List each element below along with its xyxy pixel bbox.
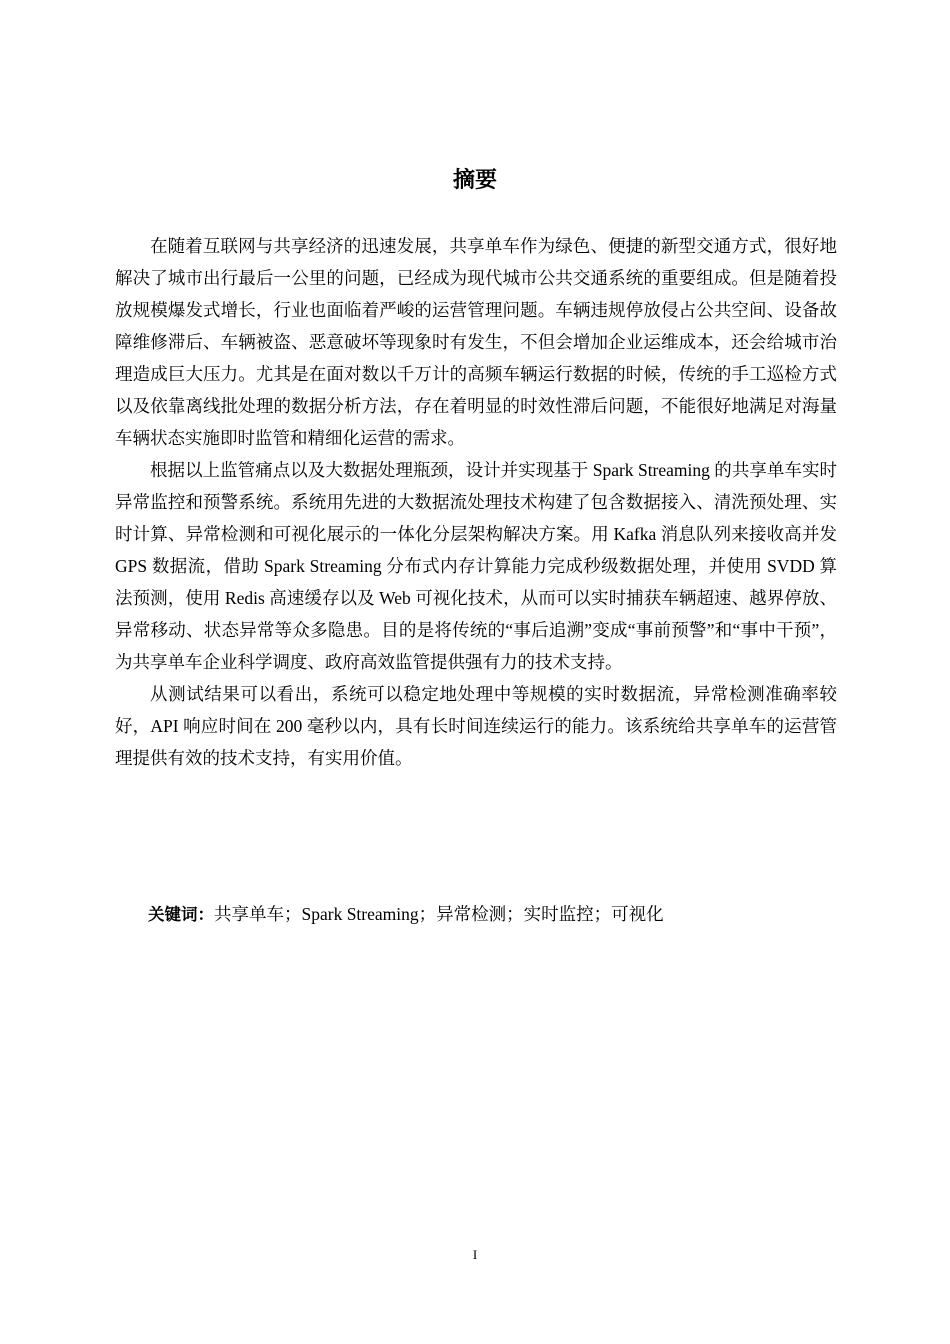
- abstract-body: [115, 230, 837, 774]
- abstract-title: 摘要: [452, 168, 497, 193]
- keywords-value: 共享单车；Spark Streaming；异常检测；实时监控；可视化: [214, 904, 664, 924]
- keywords-line: [148, 898, 848, 931]
- page-number: I: [472, 1247, 478, 1262]
- abstract-paragraph: 根据以上监管痛点以及大数据处理瓶颈，设计并实现基于 Spark Streaming 的共享单车实时异常监控和预警系统。系统用先进的大数据流处理技术构建了包含数据接入、清洗预处理、实时计算、异常检测和可视化展示的一体化分层架构解决方案。用 Kafka 消息队列来接收高并发 GPS 数据流，借助 Spark Streaming 分布式内存计算能力完成秒级数据处理，并使用 SVDD 算法预测，使用 Redis 高速缓存以及 Web 可视化技术，从而可以实时捕获车辆超速、越界停放、异常移动、状态异常等众多隐患。目的是将传统的“事后追溯”变成“事前预警”和“事中干预”，为共享单车企业科学调度、政府高效监管提供强有力的技术支持。: [115, 460, 837, 672]
- keywords-label: 关键词：: [148, 905, 214, 924]
- abstract-paragraph: 从测试结果可以看出，系统可以稳定地处理中等规模的实时数据流，异常检测准确率较好，API 响应时间在 200 毫秒以内，具有长时间连续运行的能力。该系统给共享单车的运营管理提供有效的技术支持，有实用价值。: [115, 684, 837, 768]
- abstract-paragraph: 在随着互联网与共享经济的迅速发展，共享单车作为绿色、便捷的新型交通方式，很好地解决了城市出行最后一公里的问题，已经成为现代城市公共交通系统的重要组成。但是随着投放规模爆发式增长，行业也面临着严峻的运营管理问题。车辆违规停放侵占公共空间、设备故障维修滞后、车辆被盗、恶意破坏等现象时有发生，不但会增加企业运维成本，还会给城市治理造成巨大压力。尤其是在面对数以千万计的高频车辆运行数据的时候，传统的手工巡检方式以及依靠离线批处理的数据分析方法，存在着明显的时效性滞后问题，不能很好地满足对海量车辆状态实施即时监管和精细化运营的需求。: [115, 236, 837, 448]
